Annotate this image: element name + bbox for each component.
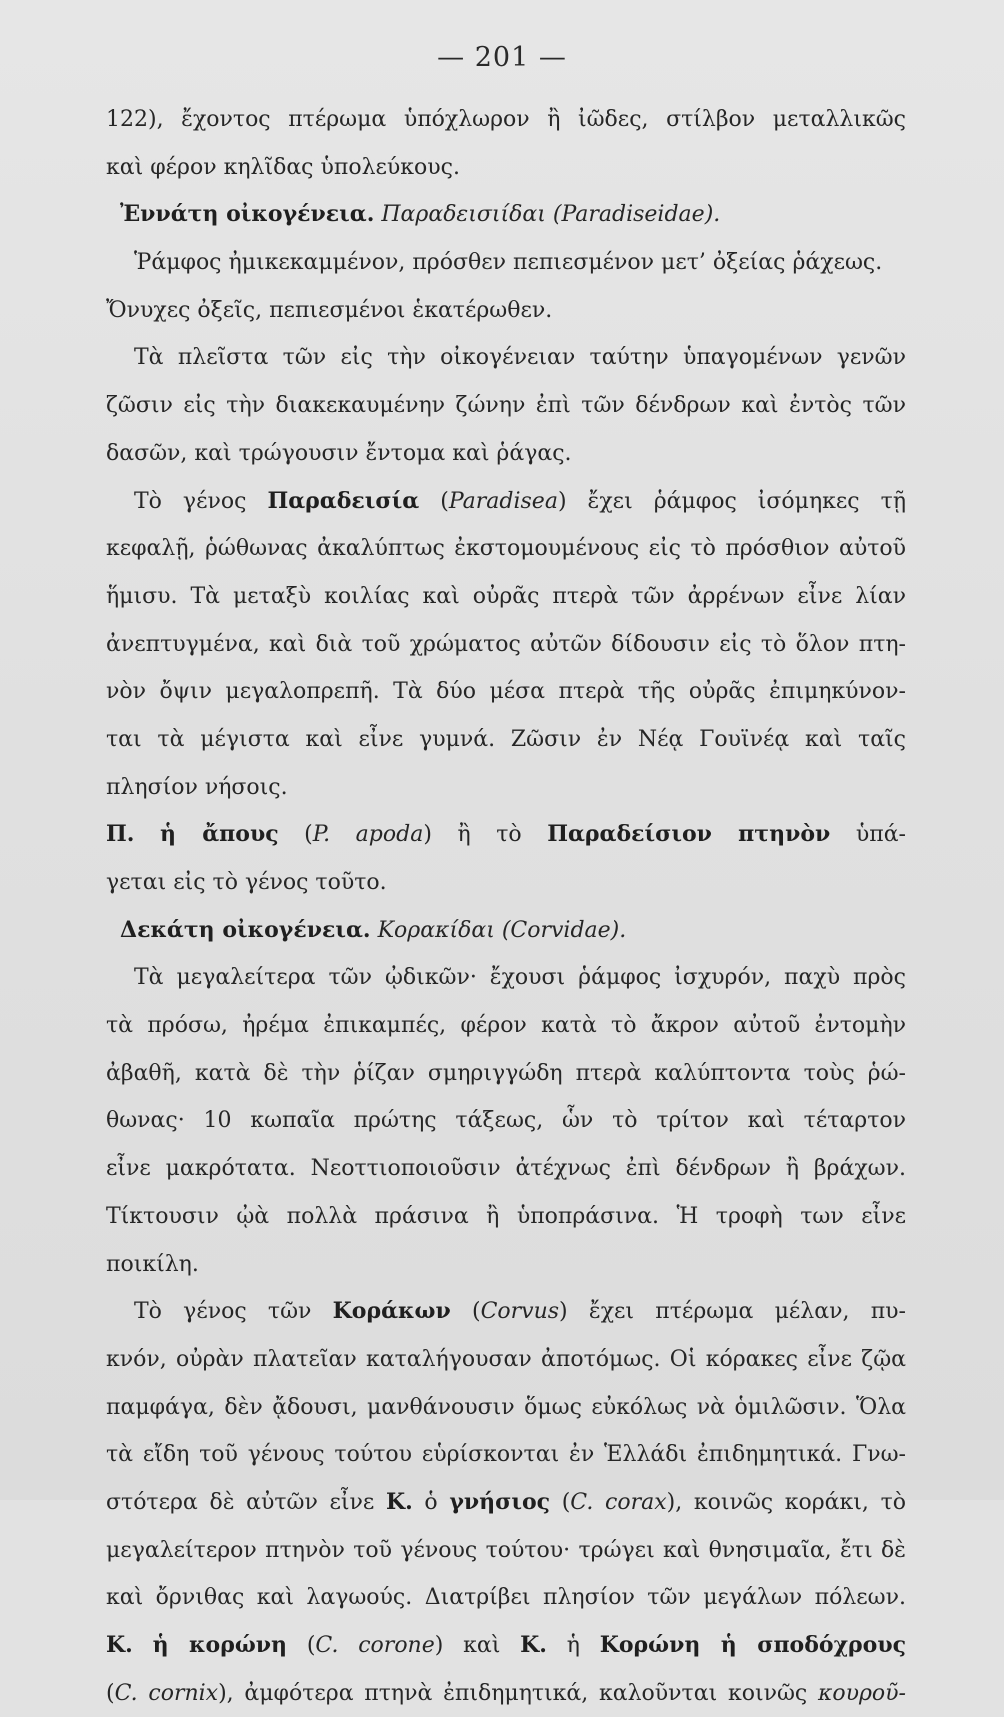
text-line	[106, 764, 906, 812]
italic-term: κουροῦ-	[817, 1680, 906, 1706]
text-line	[106, 621, 906, 669]
text-line	[106, 907, 906, 955]
text-run: ποικίλη.	[106, 1251, 199, 1277]
text-run: ἥμισυ. Τὰ μεταξὺ κοιλίας καὶ οὐρᾶς πτερὰ τῶν ἀρρένων εἶνε λίαν	[106, 583, 906, 609]
text-run: ) ἢ τὸ	[423, 822, 548, 848]
text-line	[106, 1479, 906, 1527]
text-line	[106, 430, 906, 478]
text-run: Τὸ γένος	[134, 488, 268, 514]
italic-term: Παραδεισιίδαι (Paradiseidae).	[381, 202, 721, 228]
text-line	[106, 478, 906, 526]
text-run: κεφαλῇ, ῥώθωνας ἀκαλύπτως ἐκστομουμένους εἰς τὸ πρόσθιον αὐτοῦ	[106, 536, 906, 562]
body-text	[106, 96, 906, 1717]
text-run: καὶ φέρον κηλῖδας ὑπολεύκους.	[106, 154, 460, 180]
text-run: ὑπά-	[830, 822, 906, 848]
bold-term: Δεκάτη οἰκογένεια.	[120, 916, 371, 943]
bold-term: ἡ κορώνη	[152, 1632, 288, 1658]
text-run: πλησίον νήσοις.	[106, 774, 288, 800]
text-run: (	[106, 1680, 115, 1706]
text-run: ἡ	[546, 1633, 600, 1658]
italic-term: P. apoda	[312, 822, 424, 848]
text-run: Τίκτουσιν ᾠὰ πολλὰ πράσινα ἢ ὑποπράσινα. Ἡ τροφὴ των εἶνε	[106, 1203, 906, 1229]
italic-term: Κορακίδαι (Corvidae).	[377, 917, 627, 943]
text-run: Ῥάμφος ἠμικεκαμμένον, πρόσθεν πεπιεσμένον μετ’ ὀξείας ῥάχεως.	[134, 250, 883, 276]
bold-term: Ἐννάτη οἰκογένεια.	[120, 201, 375, 228]
text-run: Τὰ μεγαλείτερα τῶν ᾠδικῶν· ἔχουσι ῥάμφος ἰσχυρόν, παχὺ πρὸς	[134, 965, 906, 991]
text-line	[106, 1527, 906, 1575]
text-line	[106, 287, 906, 335]
text-run: 122), ἔχοντος πτέρωμα ὑπόχλωρον ἢ ἰῶδες, στίλβον μεταλλικῶς	[106, 107, 906, 132]
text-line	[106, 811, 906, 859]
text-run: Τὸ γένος τῶν	[134, 1299, 333, 1325]
text-run: δασῶν, καὶ τρώγουσιν ἔντομα καὶ ῥάγας.	[106, 440, 572, 466]
italic-term: Paradisea	[448, 488, 558, 514]
text-line	[106, 1097, 906, 1145]
italic-term: C. corone	[315, 1633, 435, 1658]
text-run: Τὰ πλεῖστα τῶν εἰς τὴν οἰκογένειαν ταύτην ὑπαγομένων γενῶν	[134, 345, 906, 371]
text-run: ὁ	[412, 1489, 450, 1515]
text-line	[106, 1288, 906, 1336]
text-line	[106, 1145, 906, 1193]
text-run: τὰ πρόσω, ἠρέμα ἐπικαμπές, φέρον κατὰ τὸ ἄκρον αὐτοῦ ἐντομὴν	[106, 1013, 906, 1039]
text-line	[106, 859, 906, 907]
text-run: τὰ εἴδη τοῦ γένους τούτου εὑρίσκονται ἐν Ἑλλάδι ἐπιδημητικά. Γνω-	[106, 1442, 906, 1468]
bold-term: Κ.	[385, 1488, 413, 1515]
bold-term: Κορώνη ἡ σποδόχρους	[599, 1632, 907, 1658]
text-run: ) ἔχει ῥάμφος ἰσόμηκες τῇ	[557, 488, 906, 514]
text-line	[106, 1384, 906, 1432]
text-run: γεται εἰς τὸ γένος τοῦτο.	[106, 870, 387, 895]
text-line	[106, 1622, 906, 1670]
text-run: μεγαλείτερον πτηνὸν τοῦ γένους τούτου· τρώγει καὶ θνησιμαῖα, ἔτι δὲ	[106, 1537, 906, 1563]
page-number: — 201 —	[437, 42, 567, 73]
text-run: (	[278, 822, 313, 848]
text-run: (	[550, 1489, 571, 1515]
text-run: στότερα δὲ αὐτῶν εἶνε	[106, 1489, 386, 1515]
text-line	[106, 96, 906, 144]
text-line	[106, 1431, 906, 1479]
text-line	[106, 1002, 906, 1050]
bold-term: Κ.	[520, 1632, 547, 1658]
text-run	[133, 1633, 153, 1658]
text-line	[106, 1050, 906, 1098]
text-run	[371, 918, 378, 943]
text-run: ), ἀμφότερα πτηνὰ ἐπιδημητικά, καλοῦνται κοινῶς	[218, 1680, 818, 1706]
bold-term: Παραδείσιον πτηνὸν	[547, 821, 831, 848]
text-run: ) ἔχει πτέρωμα μέλαν, πυ-	[559, 1299, 906, 1325]
text-line	[106, 954, 906, 1002]
italic-term: Corvus	[480, 1299, 560, 1325]
text-line	[106, 1241, 906, 1289]
text-run: (	[450, 1299, 481, 1325]
text-line	[106, 239, 906, 287]
text-line	[106, 525, 906, 573]
text-line	[106, 716, 906, 764]
text-line	[106, 382, 906, 430]
text-line	[106, 668, 906, 716]
text-run: παμφάγα, δὲν ᾄδουσι, μανθάνουσιν ὅμως εὐκόλως νὰ ὁμιλῶσιν. Ὅλα	[106, 1394, 906, 1420]
bold-term: Κοράκων	[332, 1298, 451, 1325]
text-run: (	[287, 1633, 316, 1658]
bold-term: ἡ ἄπους	[160, 821, 279, 848]
text-line	[106, 1336, 906, 1384]
text-run: εἶνε μακρότατα. Νεοττιοποιοῦσιν ἀτέχνως ἐπὶ δένδρων ἢ βράχων.	[106, 1156, 906, 1182]
text-line	[106, 191, 906, 239]
text-run: καὶ ὄρνιθας καὶ λαγωούς. Διατρίβει πλησίον τῶν μεγάλων πόλεων.	[106, 1585, 906, 1611]
text-line	[106, 1670, 906, 1717]
text-line	[106, 144, 906, 192]
text-run: ἀβαθῆ, κατὰ δὲ τὴν ῥίζαν σμηριγγώδη πτερὰ καλύπτοντα τοὺς ῥώ-	[106, 1060, 906, 1086]
text-run: νὸν ὄψιν μεγαλοπρεπῆ. Τὰ δύο μέσα πτερὰ τῆς οὐρᾶς ἐπιμηκύνον-	[106, 679, 906, 705]
text-run: ἀνεπτυγμένα, καὶ διὰ τοῦ χρώματος αὐτῶν δίδουσιν εἰς τὸ ὅλον πτη-	[106, 631, 906, 657]
text-run: ται τὰ μέγιστα καὶ εἶνε γυμνά. Ζῶσιν ἐν Νέᾳ Γουϊνέᾳ καὶ ταῖς	[106, 726, 906, 752]
text-run: Ὄνυχες ὀξεῖς, πεπιεσμένοι ἑκατέρωθεν.	[106, 297, 553, 323]
text-run: ζῶσιν εἰς τὴν διακεκαυμένην ζώνην ἐπὶ τῶν δένδρων καὶ ἐντὸς τῶν	[106, 393, 906, 419]
bold-term: Παραδεισία	[267, 487, 420, 514]
text-run: ), κοινῶς κοράκι, τὸ	[666, 1489, 906, 1515]
text-run	[134, 822, 160, 847]
italic-term: C. cornix	[114, 1680, 219, 1706]
text-run: ) καὶ	[434, 1633, 521, 1658]
text-run: θωνας· 10 κωπαῖα πρώτης τάξεως, ὧν τὸ τρίτον καὶ τέταρτον	[106, 1108, 906, 1134]
text-line	[106, 573, 906, 621]
italic-term: C. corax	[570, 1489, 667, 1515]
bold-term: Π.	[106, 821, 135, 848]
text-line	[106, 1574, 906, 1622]
text-run: κνόν, οὐρὰν πλατεῖαν καταλήγουσαν ἀποτόμως. Οἱ κόρακες εἶνε ζῷα	[106, 1346, 906, 1372]
bold-term: Κ.	[106, 1632, 133, 1658]
text-line	[106, 334, 906, 382]
bold-term: γνήσιος	[449, 1488, 551, 1515]
text-line	[106, 1193, 906, 1241]
text-run: (	[419, 488, 449, 514]
